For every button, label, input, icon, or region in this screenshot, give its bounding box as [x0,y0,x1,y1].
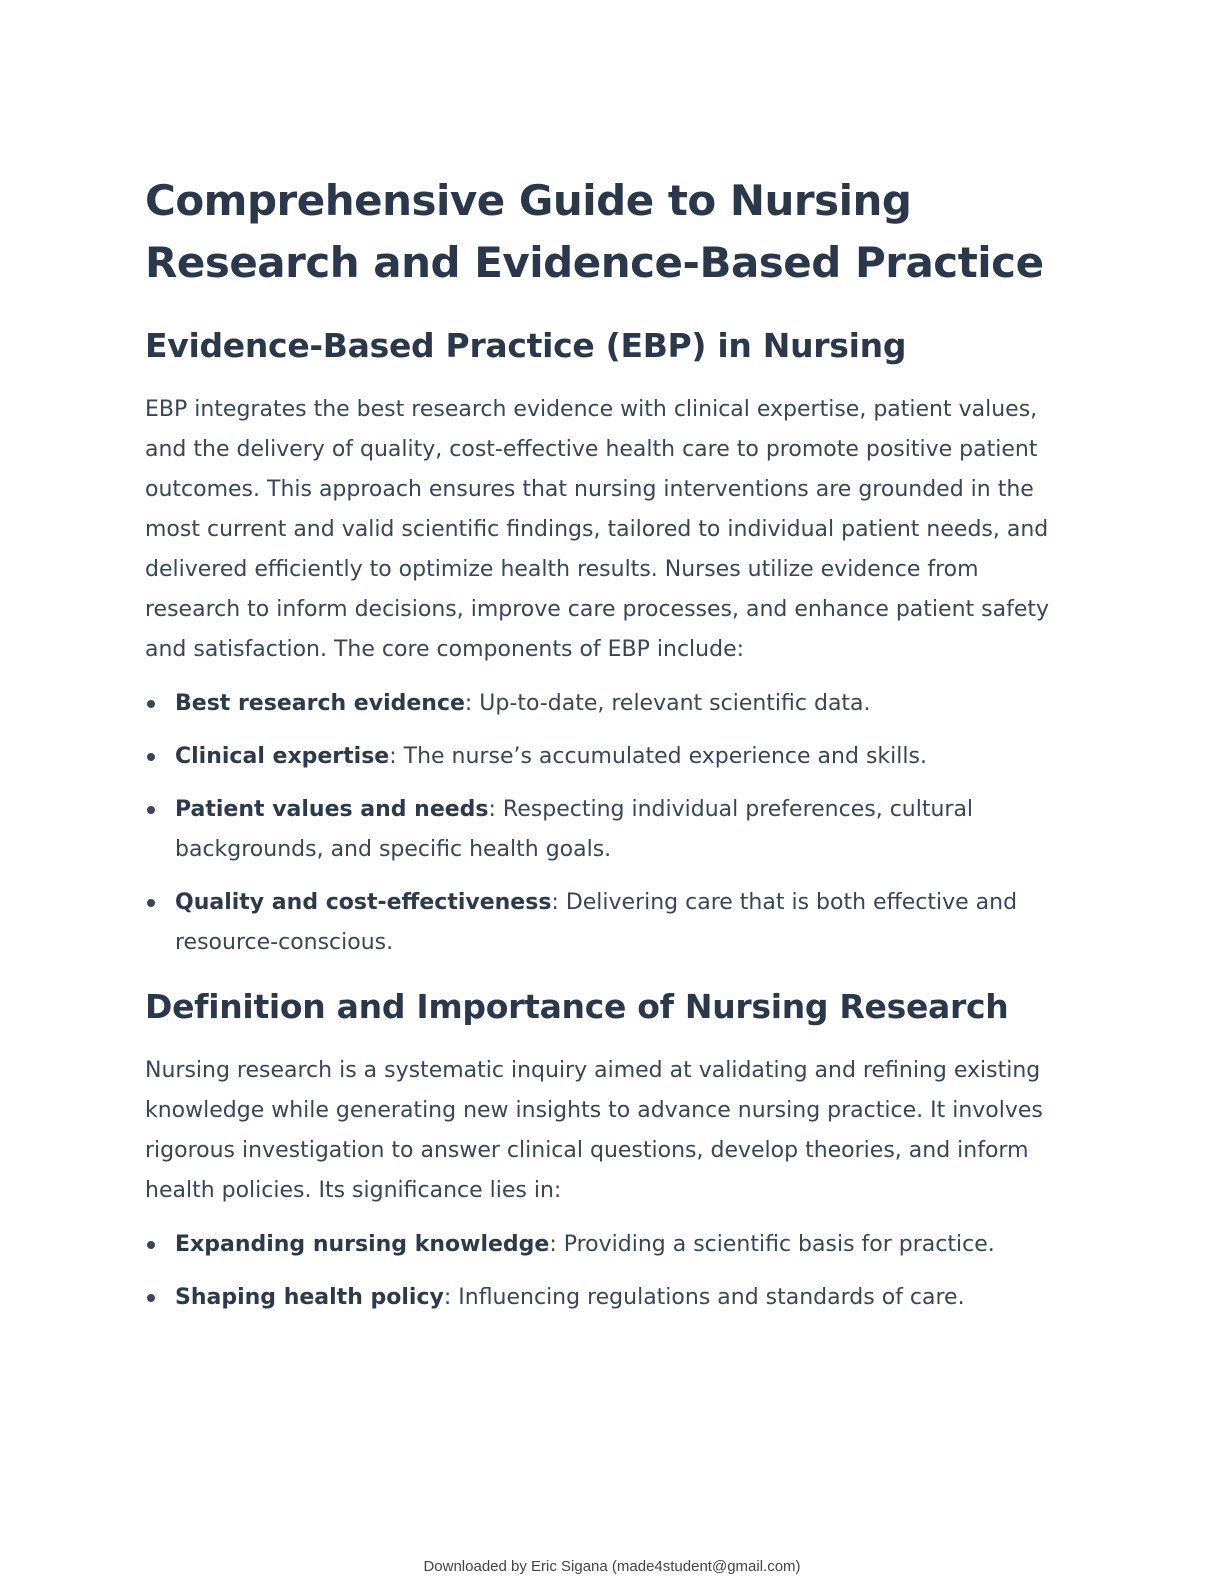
list-item-text: : Influencing regulations and standards of care. [443,1285,965,1310]
list-item-text: : Respecting individual preferences, cultural backgrounds, and specific health goals. [175,797,974,862]
list-item-text: : Delivering care that is both effective and resource-conscious. [175,890,1018,955]
list-item-term: Quality and cost-effectiveness [175,890,552,915]
download-footer: Downloaded by Eric Sigana (made4student@gmail.com) [423,1558,801,1575]
bullet-icon [147,1241,155,1249]
bullet-icon [147,806,155,814]
section-paragraph-nursing-research: Nursing research is a systematic inquiry aimed at validating and refining existing knowledge while generating new insights to advance nursing practice. It involves rigorous investigation to answer clinical questions, develop theories, and inform health policies. Its significance lies in: [145,1058,1043,1203]
list-item-term: Expanding nursing knowledge [175,1232,550,1257]
list-item [145,1225,1070,1265]
list-item [145,737,1070,777]
research-significance-list [145,1225,1070,1318]
list-item [145,684,1070,724]
document-title: Comprehensive Guide to Nursing Research and Evidence-Based Practice [145,176,1044,287]
list-item [145,1278,1070,1318]
list-item-term: Best research evidence [175,691,465,716]
list-item [145,883,1070,963]
section-paragraph-ebp: EBP integrates the best research evidence with clinical expertise, patient values, and the delivery of quality, cost-effective health care to promote positive patient outcomes. This approach ensures that nursing interventions are grounded in the most current and valid scientific findings, tailored to individual patient needs, and delivered efficiently to optimize health results. Nurses utilize evidence from research to inform decisions, improve care processes, and enhance patient safety and satisfaction. The core components of EBP include: [145,397,1049,662]
document-page [145,170,1070,1331]
list-item [145,790,1070,870]
list-item-term: Patient values and needs [175,797,489,822]
list-item-term: Clinical expertise [175,744,390,769]
list-item-text: : Up-to-date, relevant scientific data. [464,691,871,716]
section-heading-nursing-research: Definition and Importance of Nursing Research [145,987,1009,1026]
list-item-text: : Providing a scientific basis for practice. [549,1232,995,1257]
bullet-icon [147,899,155,907]
bullet-icon [147,700,155,708]
list-item-text: : The nurse’s accumulated experience and skills. [389,744,927,769]
bullet-icon [147,1294,155,1302]
bullet-icon [147,753,155,761]
list-item-term: Shaping health policy [175,1285,444,1310]
section-heading-ebp: Evidence-Based Practice (EBP) in Nursing [145,326,907,365]
ebp-components-list [145,684,1070,963]
